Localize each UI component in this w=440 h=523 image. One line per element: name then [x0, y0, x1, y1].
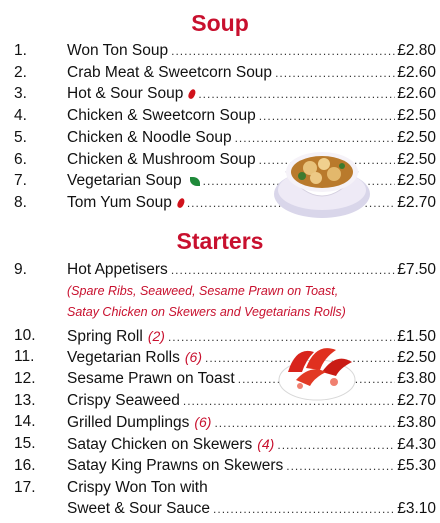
dot-leader — [213, 498, 395, 520]
item-number: 1. — [14, 42, 27, 59]
item-price: £3.10 — [397, 500, 436, 517]
dot-leader — [277, 434, 395, 456]
menu-item-soup — [0, 127, 440, 149]
item-name: Vegetarian Soup — [67, 172, 182, 190]
dot-leader — [259, 105, 396, 127]
menu-item-starter — [0, 325, 440, 347]
item-name: Chicken & Sweetcorn Soup — [67, 107, 256, 125]
fried-prawn-dish-photo — [276, 338, 358, 402]
item-price: £2.70 — [397, 392, 436, 409]
menu-item-starter — [0, 455, 440, 477]
item-name: Satay King Prawns on Skewers — [67, 457, 284, 474]
item-quantity: (4) — [257, 436, 275, 452]
item-quantity: (6) — [184, 349, 202, 365]
menu-item-soup — [0, 149, 440, 171]
chili-icon — [176, 197, 186, 209]
item-number: 14. — [14, 413, 36, 430]
item-price: £5.30 — [397, 457, 436, 474]
item-name: Chicken & Noodle Soup — [67, 128, 232, 146]
item-number: 7. — [14, 172, 27, 190]
menu-item-starter — [0, 433, 440, 455]
starters-heading: Starters — [176, 228, 264, 254]
item-name: Satay Chicken on Skewers — [67, 436, 253, 453]
item-name: Hot & Sour Soup — [67, 85, 184, 103]
item-price: £3.80 — [397, 370, 436, 387]
item-price: £2.80 — [397, 42, 436, 59]
item-price: £1.50 — [397, 328, 436, 345]
chili-icon — [187, 89, 197, 101]
menu-item-starter — [0, 346, 440, 368]
item-number: 9. — [14, 261, 27, 278]
dot-leader — [275, 62, 395, 84]
item-price: £2.70 — [397, 193, 436, 211]
item-quantity: (2) — [147, 328, 165, 344]
item-number: 12. — [14, 370, 36, 387]
menu-item-starter — [0, 390, 440, 412]
item-number: 15. — [14, 435, 36, 452]
item-number: 16. — [14, 457, 36, 474]
item-name: Grilled Dumplings — [67, 414, 190, 431]
item-number: 4. — [14, 107, 27, 125]
item-price: £2.50 — [397, 349, 436, 366]
item-name: Tom Yum Soup — [67, 193, 172, 211]
item-price: £2.60 — [397, 63, 436, 81]
dot-leader — [171, 259, 395, 281]
item-number: 6. — [14, 150, 27, 168]
dot-leader — [171, 40, 395, 62]
item-price: £2.50 — [397, 128, 436, 146]
item-price: £3.80 — [397, 414, 436, 431]
item-name: Crispy Seaweed — [67, 392, 180, 409]
item-price: £7.50 — [397, 261, 436, 278]
item-name: Won Ton Soup — [67, 42, 169, 59]
menu-item-soup — [0, 170, 440, 192]
menu-item-starter — [0, 368, 440, 390]
item-name: Chicken & Mushroom Soup — [67, 150, 256, 168]
menu-item-soup — [0, 105, 440, 127]
item-name: Spring Roll — [67, 328, 143, 345]
item-number: 11. — [14, 348, 35, 365]
item-number: 8. — [14, 193, 27, 211]
item-number: 2. — [14, 63, 27, 81]
menu-item-soup — [0, 83, 440, 105]
item-number: 10. — [14, 327, 36, 344]
dot-leader — [286, 455, 395, 477]
item-name: Hot Appetisers — [67, 261, 168, 278]
dot-leader — [214, 412, 395, 434]
item-price: £2.60 — [397, 85, 436, 103]
item-price: £2.50 — [397, 172, 436, 190]
item-price: £2.50 — [397, 150, 436, 168]
menu-item-starter — [0, 477, 440, 499]
item-name: Crab Meat & Sweetcorn Soup — [67, 63, 273, 81]
item-quantity: (6) — [194, 414, 212, 430]
appetiser-note-line-1: (Spare Ribs, Seaweed, Sesame Prawn on Toast, — [67, 284, 339, 298]
item-price: £2.50 — [397, 107, 436, 125]
menu-item-soup — [0, 62, 440, 84]
menu-item-starter — [0, 411, 440, 433]
vegetarian-leaf-icon — [190, 177, 200, 186]
item-number: 5. — [14, 128, 27, 146]
item-number: 13. — [14, 392, 36, 409]
menu-item-soup — [0, 40, 440, 62]
menu-item-starter — [0, 259, 440, 281]
item-name: Sesame Prawn on Toast — [67, 370, 235, 387]
menu-item-soup — [0, 192, 440, 214]
item-price: £4.30 — [397, 436, 436, 453]
item-name: Vegetarian Rolls — [67, 349, 180, 366]
item-number: 3. — [14, 85, 27, 103]
item-number: 17. — [14, 479, 36, 496]
soup-heading: Soup — [191, 10, 249, 36]
item-name: Crispy Won Ton with — [67, 479, 208, 496]
menu-item-17-line-2 — [0, 498, 440, 520]
dot-leader — [198, 83, 395, 105]
item-name: Sweet & Sour Sauce — [67, 500, 211, 517]
appetiser-note-line-2: Satay Chicken on Skewers and Vegetarians Rolls) — [67, 305, 346, 319]
soup-bowl-photo — [272, 142, 372, 220]
